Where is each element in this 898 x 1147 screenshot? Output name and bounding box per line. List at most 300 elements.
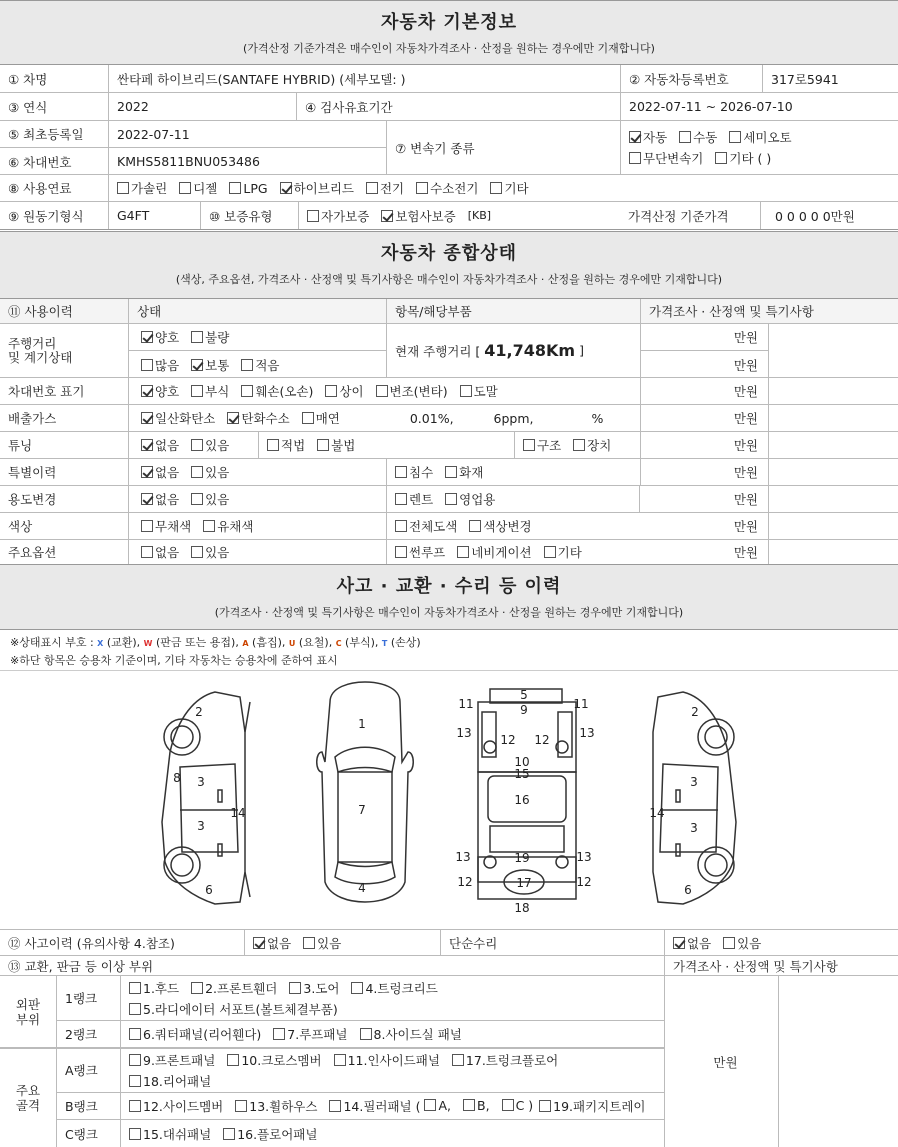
checkbox-option[interactable] bbox=[629, 128, 667, 146]
rank-a: A랭크 bbox=[56, 1048, 120, 1093]
checkbox-icon[interactable] bbox=[679, 131, 691, 143]
checkbox-option[interactable] bbox=[317, 436, 355, 454]
checkbox-option[interactable] bbox=[141, 517, 191, 535]
checkbox-option[interactable] bbox=[445, 463, 483, 481]
odometer-reading bbox=[386, 324, 640, 377]
checkbox-icon[interactable] bbox=[129, 982, 141, 994]
odometer-state bbox=[128, 324, 386, 351]
checkbox-label: 18.리어패널 bbox=[143, 1073, 212, 1089]
checkbox-option[interactable] bbox=[141, 490, 179, 508]
legend-text: (요철), bbox=[295, 636, 336, 649]
checkbox-label: 7.루프패널 bbox=[287, 1027, 348, 1042]
checkbox-option[interactable] bbox=[360, 1025, 462, 1043]
checkbox-icon[interactable] bbox=[729, 131, 741, 143]
checkbox-icon[interactable] bbox=[129, 1128, 141, 1140]
checkbox-icon[interactable] bbox=[241, 359, 253, 371]
diagram-label-17: 17 bbox=[516, 876, 532, 890]
checkbox-icon[interactable] bbox=[424, 1099, 436, 1111]
checkbox-option[interactable] bbox=[129, 1072, 211, 1090]
checkbox-icon[interactable] bbox=[360, 1028, 372, 1040]
value-engine: G4FT bbox=[108, 202, 200, 229]
checkbox-option[interactable] bbox=[490, 179, 528, 197]
row-tuning bbox=[0, 432, 898, 459]
checkbox-icon[interactable] bbox=[395, 546, 407, 558]
checkbox-icon[interactable] bbox=[141, 520, 153, 532]
legend-symbol: C bbox=[335, 639, 342, 648]
simple-repair-options bbox=[664, 930, 898, 955]
rank-2: 2랭크 bbox=[56, 1021, 120, 1048]
checkbox-label: 렌트 bbox=[409, 492, 434, 507]
checkbox-option[interactable] bbox=[267, 436, 305, 454]
checkbox-option[interactable] bbox=[325, 382, 363, 400]
checkbox-label: 12.사이드멤버 bbox=[143, 1099, 224, 1114]
checkbox-icon[interactable] bbox=[129, 1028, 141, 1040]
checkbox-label: 보험사보증 bbox=[395, 208, 456, 224]
checkbox-icon[interactable] bbox=[267, 439, 279, 451]
checkbox-option[interactable] bbox=[223, 1125, 317, 1143]
checkbox-icon[interactable] bbox=[351, 982, 363, 994]
section-accident-header bbox=[0, 564, 898, 630]
checkbox-icon[interactable] bbox=[191, 982, 203, 994]
parts-table bbox=[0, 976, 898, 1147]
checkbox-icon[interactable] bbox=[303, 937, 315, 949]
checkbox-icon[interactable] bbox=[325, 385, 337, 397]
checkbox-icon[interactable] bbox=[395, 466, 407, 478]
checkbox-option[interactable] bbox=[129, 1051, 215, 1069]
checkbox-label: 자가보증 bbox=[321, 208, 370, 224]
checkbox-label: 변조(변타) bbox=[389, 384, 448, 399]
checkbox-icon[interactable] bbox=[376, 385, 388, 397]
label-vin: ⑥ 차대번호 bbox=[8, 154, 72, 170]
checkbox-icon[interactable] bbox=[395, 493, 407, 505]
checkbox-option[interactable] bbox=[329, 1097, 420, 1115]
options-type bbox=[386, 540, 640, 564]
col-parts: 항목/해당부품 bbox=[386, 299, 640, 323]
checkbox-option[interactable] bbox=[129, 1025, 261, 1043]
rank-1-parts bbox=[120, 976, 664, 1021]
use-type bbox=[386, 486, 640, 512]
won-vin: 만원 bbox=[640, 378, 768, 404]
label-color: 색상 bbox=[8, 519, 33, 534]
diagram-label-4: 4 bbox=[358, 881, 366, 895]
checkbox-option[interactable] bbox=[351, 979, 437, 997]
checkbox-option[interactable] bbox=[723, 934, 761, 952]
diagram-label-3rb: 3 bbox=[690, 821, 698, 835]
diagram-label-10: 10 bbox=[514, 755, 530, 769]
checkbox-label: 부식 bbox=[205, 384, 230, 399]
checkbox-label: 보통 bbox=[205, 357, 230, 373]
row-odometer bbox=[0, 324, 898, 378]
emission-smoke: % bbox=[591, 410, 604, 426]
checkbox-option[interactable] bbox=[366, 179, 404, 197]
checkbox-option[interactable] bbox=[141, 436, 179, 454]
checkbox-label: 3.도어 bbox=[303, 980, 340, 996]
row-accident bbox=[0, 929, 898, 956]
checkbox-option[interactable] bbox=[289, 979, 339, 997]
checkbox-icon[interactable] bbox=[273, 1028, 285, 1040]
checkbox-icon[interactable] bbox=[191, 385, 203, 397]
diagram-label-9: 9 bbox=[520, 703, 528, 717]
checkbox-label: 10.크로스멤버 bbox=[241, 1052, 322, 1068]
section-subtitle: (가격조사 · 산정액 및 특기사항은 매수인이 자동차가격조사 · 산정을 원하는 경우에만 기재합니다) bbox=[214, 606, 684, 619]
checkbox-option[interactable] bbox=[191, 543, 229, 561]
section-status-header bbox=[0, 231, 898, 299]
checkbox-label: 기타 bbox=[557, 545, 582, 560]
rank-2-parts bbox=[120, 1021, 664, 1048]
checkbox-icon[interactable] bbox=[366, 182, 378, 194]
checkbox-option[interactable] bbox=[307, 207, 369, 225]
checkbox-option[interactable] bbox=[280, 179, 354, 197]
checkbox-icon[interactable] bbox=[715, 152, 727, 164]
diagram-label-3b: 3 bbox=[197, 819, 205, 833]
diagram-label-11b: 11 bbox=[573, 697, 589, 711]
checkbox-icon[interactable] bbox=[129, 1003, 141, 1015]
diagram-label-13b: 13 bbox=[579, 726, 595, 740]
checkbox-option[interactable] bbox=[141, 463, 179, 481]
checkbox-option[interactable] bbox=[416, 179, 478, 197]
checkbox-option[interactable] bbox=[191, 356, 229, 374]
value-price: 0 0 0 0 0만원 bbox=[760, 202, 898, 229]
checkbox-icon[interactable] bbox=[141, 385, 153, 397]
checkbox-option[interactable] bbox=[241, 382, 313, 400]
transmission-row2 bbox=[629, 149, 783, 167]
won-options: 만원 bbox=[733, 545, 758, 560]
checkbox-label: 14.필러패널 ( bbox=[343, 1099, 421, 1114]
checkbox-option[interactable] bbox=[463, 1098, 490, 1113]
row-use-change bbox=[0, 486, 898, 513]
row-fuel bbox=[0, 175, 898, 202]
checkbox-label: 하이브리드 bbox=[293, 181, 354, 196]
checkbox-icon[interactable] bbox=[395, 520, 407, 532]
checkbox-label: 상이 bbox=[339, 384, 364, 399]
checkbox-icon[interactable] bbox=[490, 182, 502, 194]
checkbox-label: 없음 bbox=[687, 935, 712, 951]
checkbox-label: 디젤 bbox=[193, 181, 218, 196]
checkbox-option[interactable] bbox=[523, 436, 561, 454]
checkbox-icon[interactable] bbox=[117, 182, 129, 194]
checkbox-option[interactable] bbox=[191, 979, 277, 997]
checkbox-icon[interactable] bbox=[544, 546, 556, 558]
checkbox-option[interactable] bbox=[452, 1051, 558, 1069]
checkbox-label: 19.패키지트레이 bbox=[553, 1099, 646, 1114]
checkbox-icon[interactable] bbox=[179, 182, 191, 194]
label-car-name: ① 차명 bbox=[8, 71, 48, 87]
checkbox-label: 2.프론트휀더 bbox=[205, 980, 278, 996]
checkbox-label: 세미오토 bbox=[743, 130, 792, 145]
checkbox-icon[interactable] bbox=[416, 182, 428, 194]
diagram-label-3r: 3 bbox=[690, 775, 698, 789]
value-reg-no: 317로5941 bbox=[762, 65, 898, 92]
legend-symbol: T bbox=[381, 639, 388, 648]
checkbox-icon[interactable] bbox=[141, 359, 153, 371]
checkbox-icon[interactable] bbox=[523, 439, 535, 451]
row-special bbox=[0, 459, 898, 486]
checkbox-icon[interactable] bbox=[129, 1075, 141, 1087]
checkbox-option[interactable] bbox=[129, 1097, 223, 1115]
legend-label: ※상태표시 부호 : bbox=[10, 636, 94, 649]
checkbox-icon[interactable] bbox=[191, 466, 203, 478]
won-color: 만원 bbox=[733, 519, 758, 534]
checkbox-option[interactable] bbox=[129, 1000, 338, 1018]
checkbox-label: 화재 bbox=[459, 465, 484, 480]
checkbox-label: 8.사이드실 패널 bbox=[373, 1027, 462, 1042]
checkbox-option[interactable] bbox=[227, 409, 289, 427]
checkbox-label: 11.인사이드패널 bbox=[347, 1052, 440, 1068]
checkbox-icon[interactable] bbox=[469, 520, 481, 532]
checkbox-icon[interactable] bbox=[141, 493, 153, 505]
checkbox-option[interactable] bbox=[424, 1098, 451, 1113]
diagram-label-7: 7 bbox=[358, 803, 366, 817]
checkbox-option[interactable] bbox=[395, 463, 433, 481]
section-subtitle: (가격산정 기준가격은 매수인이 자동차가격조사 · 산정을 원하는 경우에만 기재합니다) bbox=[243, 42, 655, 55]
checkbox-option[interactable] bbox=[117, 179, 167, 197]
checkbox-icon[interactable] bbox=[141, 466, 153, 478]
fuel-options bbox=[108, 175, 898, 201]
checkbox-label: 불량 bbox=[205, 330, 230, 345]
checkbox-label: 없음 bbox=[267, 935, 292, 951]
diagram-label-12c: 12 bbox=[457, 875, 473, 889]
checkbox-icon[interactable] bbox=[227, 1054, 239, 1066]
label-first-reg: ⑤ 최초등록일 bbox=[0, 121, 108, 148]
checkbox-icon[interactable] bbox=[463, 1099, 475, 1111]
checkbox-option[interactable] bbox=[191, 463, 229, 481]
checkbox-option[interactable] bbox=[129, 1125, 211, 1143]
rank-a-parts bbox=[120, 1048, 664, 1093]
row-emission bbox=[0, 405, 898, 432]
checkbox-option[interactable] bbox=[729, 128, 791, 146]
legend-note: ※하단 항목은 승용차 기준이며, 기타 자동차는 승용차에 준하여 표시 bbox=[10, 654, 338, 667]
row-name bbox=[0, 65, 898, 93]
label-fuel: ⑧ 사용연료 bbox=[8, 181, 72, 196]
checkbox-icon[interactable] bbox=[452, 1054, 464, 1066]
checkbox-option[interactable] bbox=[141, 409, 215, 427]
checkbox-option[interactable] bbox=[395, 543, 445, 561]
section-basic-header bbox=[0, 0, 898, 65]
checkbox-option[interactable] bbox=[629, 149, 703, 167]
diagram-label-3: 3 bbox=[197, 775, 205, 789]
checkbox-icon[interactable] bbox=[307, 210, 319, 222]
checkbox-option[interactable] bbox=[227, 1051, 321, 1069]
checkbox-icon[interactable] bbox=[317, 439, 329, 451]
diagram-label-12: 12 bbox=[500, 733, 516, 747]
checkbox-icon[interactable] bbox=[629, 152, 641, 164]
checkbox-label: 없음 bbox=[155, 545, 180, 560]
rank-1: 1랭크 bbox=[56, 976, 120, 1021]
warranty-options bbox=[298, 202, 620, 229]
checkbox-icon[interactable] bbox=[460, 385, 472, 397]
checkbox-icon[interactable] bbox=[539, 1100, 551, 1112]
checkbox-label: B, bbox=[477, 1097, 490, 1113]
checkbox-option[interactable] bbox=[544, 543, 582, 561]
checkbox-label: 무채색 bbox=[155, 519, 192, 534]
diagram-label-12d: 12 bbox=[576, 875, 592, 889]
label-price: 가격산정 기준가격 bbox=[628, 208, 729, 224]
use-options bbox=[128, 486, 386, 512]
checkbox-label: 4.트렁크리드 bbox=[365, 980, 438, 996]
diagram-label-2: 2 bbox=[195, 705, 203, 719]
car-diagram bbox=[0, 672, 898, 930]
checkbox-option[interactable] bbox=[235, 1097, 317, 1115]
checkbox-icon[interactable] bbox=[141, 546, 153, 558]
checkbox-label: 가솔린 bbox=[131, 181, 168, 196]
checkbox-icon[interactable] bbox=[280, 182, 292, 194]
checkbox-option[interactable] bbox=[273, 1025, 347, 1043]
row-first-reg-vin bbox=[0, 121, 898, 175]
checkbox-label: 네비게이션 bbox=[471, 545, 532, 560]
checkbox-option[interactable] bbox=[445, 490, 495, 508]
legend-text: (흠집), bbox=[248, 636, 289, 649]
checkbox-option[interactable] bbox=[191, 382, 229, 400]
rank-b: B랭크 bbox=[56, 1093, 120, 1120]
color-options bbox=[128, 513, 386, 539]
legend-symbol: W bbox=[143, 639, 153, 648]
checkbox-icon[interactable] bbox=[129, 1100, 141, 1112]
checkbox-icon[interactable] bbox=[629, 131, 641, 143]
checkbox-option[interactable] bbox=[203, 517, 253, 535]
diagram-label-14: 14 bbox=[230, 806, 246, 820]
checkbox-option[interactable] bbox=[191, 490, 229, 508]
checkbox-icon[interactable] bbox=[141, 331, 153, 343]
checkbox-icon[interactable] bbox=[235, 1100, 247, 1112]
checkbox-label: C ) bbox=[515, 1097, 534, 1113]
legend-symbols bbox=[10, 634, 421, 652]
checkbox-option[interactable] bbox=[191, 328, 229, 346]
transmission-options bbox=[620, 121, 898, 174]
checkbox-label: 불법 bbox=[331, 438, 356, 453]
checkbox-label: 6.쿼터패널(리어휀다) bbox=[143, 1027, 262, 1042]
checkbox-option[interactable] bbox=[141, 328, 179, 346]
checkbox-icon[interactable] bbox=[203, 520, 215, 532]
checkbox-label: 훼손(오손) bbox=[255, 384, 314, 399]
checkbox-label: 기타 ( ) bbox=[729, 151, 772, 166]
legend bbox=[10, 634, 421, 669]
checkbox-option[interactable] bbox=[191, 436, 229, 454]
checkbox-option[interactable] bbox=[539, 1097, 645, 1115]
checkbox-option[interactable] bbox=[502, 1098, 534, 1113]
checkbox-option[interactable] bbox=[241, 356, 279, 374]
label-use-change: 용도변경 bbox=[8, 492, 57, 507]
checkbox-icon[interactable] bbox=[457, 546, 469, 558]
checkbox-icon[interactable] bbox=[723, 937, 735, 949]
options-state bbox=[128, 540, 386, 564]
checkbox-label: 침수 bbox=[409, 465, 434, 480]
diagram-label-14r: 14 bbox=[649, 806, 665, 820]
checkbox-option[interactable] bbox=[141, 543, 179, 561]
checkbox-icon[interactable] bbox=[129, 1054, 141, 1066]
legend-text: (손상) bbox=[387, 636, 421, 649]
checkbox-icon[interactable] bbox=[381, 210, 393, 222]
checkbox-icon[interactable] bbox=[329, 1100, 341, 1112]
checkbox-icon[interactable] bbox=[334, 1054, 346, 1066]
checkbox-icon[interactable] bbox=[227, 412, 239, 424]
checkbox-icon[interactable] bbox=[191, 493, 203, 505]
checkbox-label: 수소전기 bbox=[430, 181, 479, 196]
checkbox-label: 자동 bbox=[643, 130, 668, 145]
checkbox-option[interactable] bbox=[715, 149, 771, 167]
checkbox-option[interactable] bbox=[141, 382, 179, 400]
checkbox-option[interactable] bbox=[179, 179, 217, 197]
diagram-label-19: 19 bbox=[514, 851, 530, 865]
won-tuning: 만원 bbox=[640, 432, 768, 458]
checkbox-icon[interactable] bbox=[302, 412, 314, 424]
legend-text: (판금 또는 용접), bbox=[152, 636, 243, 649]
checkbox-label: 양호 bbox=[155, 384, 180, 399]
section-title: 사고 · 교환 · 수리 등 이력 bbox=[336, 576, 562, 597]
vin-mark-options bbox=[128, 378, 640, 404]
rank-c-parts bbox=[120, 1120, 664, 1147]
checkbox-option[interactable] bbox=[573, 436, 611, 454]
section-title: 자동차 종합상태 bbox=[381, 243, 517, 264]
tuning-options bbox=[128, 432, 258, 458]
checkbox-label: 전기 bbox=[379, 181, 405, 196]
checkbox-icon[interactable] bbox=[502, 1099, 514, 1111]
checkbox-icon[interactable] bbox=[289, 982, 301, 994]
odometer-close: ] bbox=[579, 343, 584, 358]
label-simple-repair: 단순수리 bbox=[440, 930, 664, 955]
checkbox-option[interactable] bbox=[469, 517, 531, 535]
won-emission: 만원 bbox=[640, 405, 768, 431]
checkbox-icon[interactable] bbox=[573, 439, 585, 451]
won-odo-1: 만원 bbox=[640, 324, 768, 351]
checkbox-option[interactable] bbox=[673, 934, 711, 952]
checkbox-icon[interactable] bbox=[191, 359, 203, 371]
checkbox-option[interactable] bbox=[457, 543, 531, 561]
checkbox-option[interactable] bbox=[302, 409, 340, 427]
warranty-note: [KB] bbox=[467, 209, 492, 222]
checkbox-label: 도말 bbox=[473, 384, 498, 399]
checkbox-icon[interactable] bbox=[445, 466, 457, 478]
diagram-label-11: 11 bbox=[458, 697, 474, 711]
checkbox-option[interactable] bbox=[229, 181, 267, 196]
odometer-text: 현재 주행거리 [ bbox=[395, 343, 481, 359]
checkbox-icon[interactable] bbox=[191, 546, 203, 558]
checkbox-icon[interactable] bbox=[141, 439, 153, 451]
checkbox-option[interactable] bbox=[141, 356, 179, 374]
checkbox-icon[interactable] bbox=[229, 182, 241, 194]
checkbox-icon[interactable] bbox=[141, 412, 153, 424]
checkbox-icon[interactable] bbox=[223, 1128, 235, 1140]
checkbox-option[interactable] bbox=[679, 128, 717, 146]
legend-text: (교환), bbox=[103, 636, 144, 649]
label-tuning: 튜닝 bbox=[8, 438, 33, 453]
checkbox-label: 기타 bbox=[504, 181, 529, 196]
checkbox-icon[interactable] bbox=[445, 493, 457, 505]
diagram-label-12b: 12 bbox=[534, 733, 550, 747]
checkbox-icon[interactable] bbox=[253, 937, 265, 949]
checkbox-label: 1.후드 bbox=[143, 980, 180, 996]
checkbox-label: 있음 bbox=[205, 438, 230, 453]
checkbox-option[interactable] bbox=[303, 934, 341, 952]
checkbox-icon[interactable] bbox=[191, 439, 203, 451]
checkbox-icon[interactable] bbox=[241, 385, 253, 397]
checkbox-option[interactable] bbox=[376, 382, 448, 400]
special-type bbox=[386, 459, 640, 485]
label-options: 주요옵션 bbox=[8, 545, 57, 560]
checkbox-label: 썬루프 bbox=[409, 545, 446, 560]
checkbox-icon[interactable] bbox=[673, 937, 685, 949]
checkbox-option[interactable] bbox=[253, 934, 291, 952]
checkbox-option[interactable] bbox=[395, 517, 457, 535]
col-price-notes: 가격조사 · 산정액 및 특기사항 bbox=[640, 299, 898, 323]
checkbox-label: 양호 bbox=[155, 330, 180, 345]
checkbox-option[interactable] bbox=[334, 1051, 440, 1069]
checkbox-icon[interactable] bbox=[191, 331, 203, 343]
checkbox-option[interactable] bbox=[381, 207, 455, 225]
row-options bbox=[0, 540, 898, 564]
checkbox-option[interactable] bbox=[129, 979, 179, 997]
checkbox-option[interactable] bbox=[460, 382, 498, 400]
checkbox-option[interactable] bbox=[395, 490, 433, 508]
